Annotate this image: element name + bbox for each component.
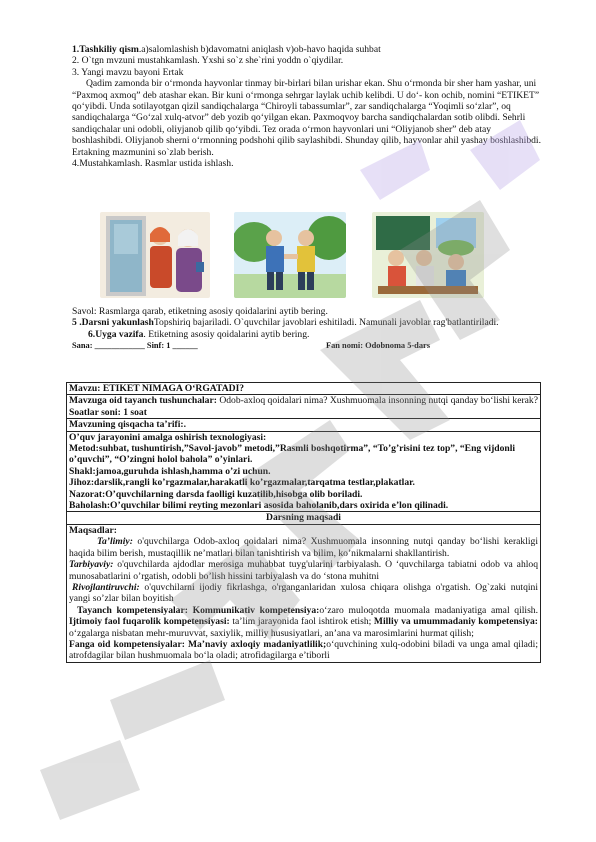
forms: Shakl:jamoa,guruhda ishlash,hamma o’zi uchun. bbox=[69, 465, 271, 477]
step-3: 3. Yangi mavzu bayoni Ertak bbox=[72, 66, 184, 78]
technology-title: O’quv jarayonini amalga oshirish texnologiyasi: bbox=[69, 431, 267, 443]
developmental-goal bbox=[69, 582, 538, 605]
educational-text: o'quvchilarga Odob-axloq qoidalari nima? Xushmuomala insonning nutqi qanday bo‘lishi kerakligi haqida bilim berish, mustaqillik ne’matlari bilan tanishtirish va bilim, ko’nikmalarni shakllantirish. bbox=[69, 536, 538, 559]
lesson-steps bbox=[72, 44, 542, 169]
competencies bbox=[69, 605, 538, 639]
upbringing-goal bbox=[69, 559, 538, 582]
control: Nazorat:O’quvchilarning darsda faolligi kuzatilib,hisobga olib boriladi. bbox=[69, 488, 363, 500]
goals-label: Maqsadlar: bbox=[69, 524, 117, 536]
step-6-text: . Etiketning asosiy qoidalarini aytib bering. bbox=[143, 328, 310, 340]
story-paragraph: Qadim zamonda bir o‘rmonda hayvonlar tinmay bir-birlari bilan urishar ekan. Shu o‘rmonda bir sher ham yashar, uni “Paxmoq axmoq” deb atashar ekan. Bir kuni o‘rmonga sehrgar laylak uchib kelibdi. U do‘- kon ochib, nomini “ETIKET” qo‘yibdi. Unda sotilayotgan qizil sandiqchalarga “Chiroyli tabassumlar”, zar sandiqchalarga “Yoqimli so‘zlar”, oq sandiqchalarga “Go‘zal xulq-atvor” deb yozib qo‘yilgan ekan. Paxmoqvoy barcha sandiqchalardan sotib olibdi. Sehrli sandiqchalar uni odobli, oliyjanob qilib qo‘yibdi. Tez orada o‘rmon hayvonlari uni “Oliyjanob sher” deb atay boshlashibdi. Oliyjanob sherni o‘rmonning podshohi qilib saylashibdi. Shunday qilib, hayvonlar ahil yashay boshlashibdi. Ertakning mazmunini so`zlab berish. bbox=[72, 78, 541, 158]
step-1-text: .a)salomlashish b)davomatni aniqlash v)ob-havo haqida suhbat bbox=[138, 44, 381, 55]
subject-competencies bbox=[69, 639, 538, 662]
concepts-cell bbox=[67, 395, 541, 419]
communicative-label: Kommunikativ kompetensiya: bbox=[187, 604, 320, 616]
lesson-closing bbox=[72, 306, 542, 352]
step-2: 2. O`tgn mvzuni mustahkamlash. Yxshi so`z she`rini yoddn o`qiydilar. bbox=[72, 55, 344, 67]
topic-cell: Mavzu: ETIKET NIMAGA O‘RGATADI? bbox=[67, 383, 541, 395]
step-5 bbox=[72, 317, 542, 328]
moral-label: Ma’naviy axloqiy madaniyatlilik; bbox=[184, 638, 327, 650]
goal-heading: Darsning maqsadi bbox=[67, 512, 541, 524]
technology-cell bbox=[67, 431, 541, 512]
educational-label: Ta’limiy: bbox=[97, 536, 133, 548]
summary-cell: Mavzuning qisqacha ta’rifi:. bbox=[67, 419, 541, 431]
developmental-label: Rivojlantiruvchi: bbox=[72, 581, 140, 593]
step-1 bbox=[72, 44, 542, 55]
question: Savol: Rasmlarga qarab, etiketning asosiy qoidalarini aytib bering. bbox=[72, 306, 328, 317]
step-6-title: 6.Uyga vazifa bbox=[88, 328, 144, 340]
date-class-line bbox=[72, 340, 542, 351]
illustration-handshake bbox=[234, 212, 346, 298]
step-4: 4.Mustahkamlash. Rasmlar ustida ishlash. bbox=[72, 158, 234, 170]
civic-text: ta’lim jarayonida faol ishtirok etish; bbox=[229, 616, 374, 628]
developmental-text: o'quvchilarni ijodiy fikrlashga, o'rganganlaridan xulosa chiqara olishga o'rgatish. Og`zaki nutqini yangi so’zlar bilan boyitish bbox=[69, 581, 538, 605]
concepts-text: Odob-axloq qoidalari nima? Xushmuomala insonning nutqi qanday bo‘lishi kerak? bbox=[216, 395, 538, 407]
upbringing-label: Tarbiyaviy: bbox=[69, 559, 114, 571]
illustration-door-greeting bbox=[100, 212, 210, 298]
step-5-title: 5 .Darsni yakunlash bbox=[72, 317, 154, 329]
goals-cell bbox=[67, 524, 541, 662]
civic-label: Ijtimoiy faol fuqarolik kompetensiyasi: bbox=[69, 616, 230, 628]
communicative-text: o‘zaro muloqotda muomala madaniyatiga amal qilish. bbox=[319, 604, 538, 616]
educational-goal bbox=[69, 536, 538, 559]
date-class: Sana: ____________ Sinf: 1 ______ bbox=[72, 341, 198, 351]
step-6 bbox=[72, 329, 542, 340]
subject-name: Fan nomi: Odobnoma 5-dars bbox=[326, 341, 431, 351]
assessment: Baholash:O’quvchilar bilimi reyting mezonlari asosida baholanib,dars oxirida e’lon qilinadi. bbox=[69, 500, 449, 512]
hours: Soatlar soni: 1 soat bbox=[69, 406, 147, 418]
illustrations bbox=[100, 212, 540, 298]
upbringing-text: o'quvchilarda ajdodlar merosiga muhabbat tuyg'ularini tarbiyalash. O ‘quvchilarga tabiatni odob va ahloq munosabatlarini o’rgatish, odobli bo’lish hissini tarbiyalash va do ‘stona muhitni bbox=[69, 559, 538, 582]
equipment: Jihoz:darslik,rangli ko’rgazmalar,harakatli ko’rgazmalar,tarqatma testlar,plakatlar. bbox=[69, 477, 415, 489]
methods: Metod:suhbat, tushuntirish,”Savol-javob” metodi,”Rasmli boshqotirma”, “To’g’risini tez top”, “Eng vijdonli o’quvchi”, “O’zingni holol bahola” o’yinlari. bbox=[69, 443, 516, 466]
concepts-label: Mavzuga oid tayanch tushunchalar: bbox=[69, 395, 217, 407]
core-comp-label: Tayanch kompetensiyalar: bbox=[77, 604, 188, 616]
moral-text: o‘quvchining xulq-odobini biladi va unga amal qiladi; atrofdagilar bilan hushmuomala bo‘la oladi; atrofidagilarga e’tiborli bbox=[69, 638, 539, 662]
cultural-label: Milliy va umummadaniy kompetensiya: bbox=[373, 616, 538, 628]
cultural-text: o‘zgalarga nisbatan mehr-muruvvat, saxiylik, milliy hususiyatlari, an’ana va marosimlarini hurmat qilish; bbox=[69, 627, 474, 639]
illustration-classroom bbox=[372, 212, 484, 298]
step-5-text: Topshiriq bajariladi. O`quvchilar javoblari eshitiladi. Namunali javoblar rag'batlantiriladi. bbox=[153, 317, 499, 329]
subject-comp-label: Fanga oid kompetensiyalar: bbox=[69, 638, 185, 650]
step-1-title: 1.Tashkiliy qism bbox=[72, 44, 139, 55]
lesson-plan-table bbox=[66, 382, 541, 663]
